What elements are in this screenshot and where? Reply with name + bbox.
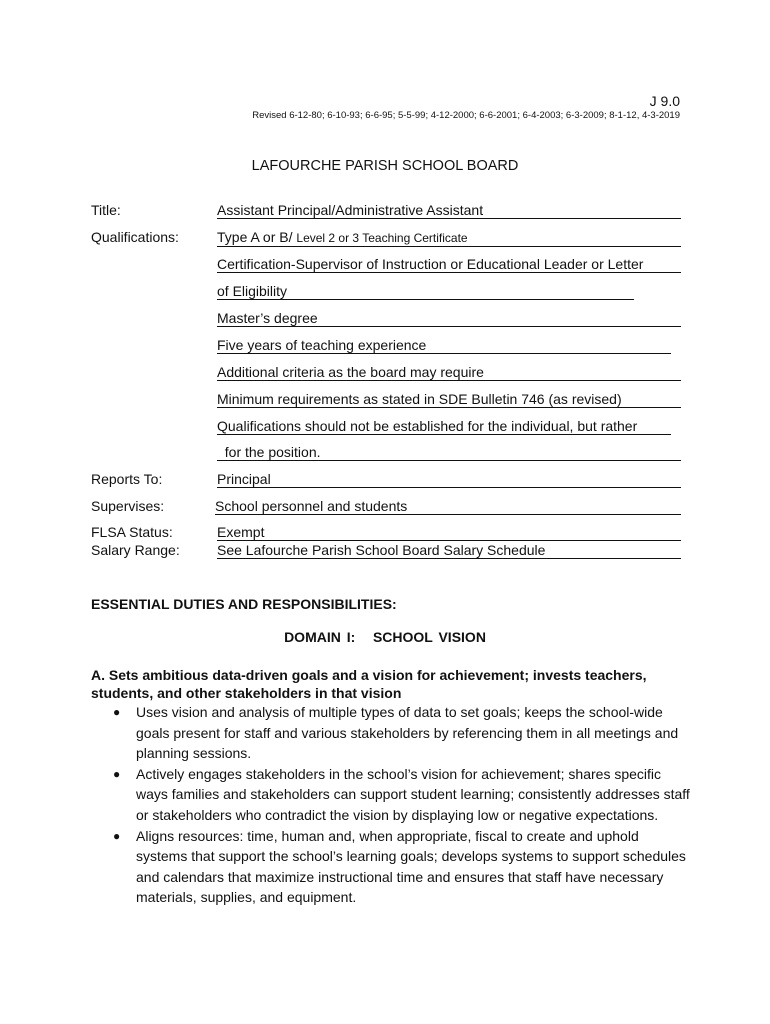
list-item-text: Aligns resources: time, human and, when appropriate, fiscal to create and uphold systems that support the school’s learning goals; develops systems to support schedules and calendars that maximize instructional time and ensures that staff have necessary materials, supplies, and equipment.	[136, 827, 686, 906]
title-value: Assistant Principal/Administrative Assistant	[217, 202, 681, 219]
salary-range-value: See Lafourche Parish School Board Salary Schedule	[217, 542, 681, 559]
flsa-status-label: FLSA Status:	[91, 524, 173, 540]
bullet-icon: ●	[113, 828, 121, 843]
title-label: Title:	[91, 202, 121, 218]
list-item	[91, 764, 691, 826]
document-number: J 9.0	[649, 93, 680, 109]
qualification-experience: Five years of teaching experience	[217, 337, 671, 354]
qualification-additional: Additional criteria as the board may require	[217, 364, 681, 381]
organization-title: LAFOURCHE PARISH SCHOOL BOARD	[251, 158, 519, 174]
qualification-certificate-main: Type A or B/	[217, 229, 297, 245]
salary-range-label: Salary Range:	[91, 542, 180, 558]
list-item-text: Actively engages stakeholders in the school’s vision for achievement; shares specific ways families and stakeholders can support student learning; consistently addresses staff or stakeholders who contradict the vision by displaying low or negative expectations.	[136, 765, 690, 823]
subsection-a-heading: A. Sets ambitious data-driven goals and a vision for achievement; invests teachers, students, and other stakeholders in that vision	[91, 667, 647, 701]
qualification-note-line1: Qualifications should not be established for the individual, but rather	[217, 418, 671, 435]
domain-heading: DOMAIN I: SCHOOL VISION	[284, 629, 486, 645]
qualification-certification-line1: Certification-Supervisor of Instruction or Educational Leader or Letter	[217, 256, 681, 273]
reports-to-label: Reports To:	[91, 471, 163, 487]
bullet-icon: ●	[113, 705, 121, 719]
qualification-certificate-level: Level 2 or 3 Teaching Certificate	[296, 231, 468, 245]
qualification-note-line2: for the position.	[217, 444, 681, 461]
qualification-masters: Master’s degree	[217, 310, 681, 327]
qualifications-label: Qualifications:	[91, 229, 179, 245]
bullet-icon: ●	[113, 766, 121, 781]
list-item-text: Uses vision and analysis of multiple types of data to set goals; keeps the school-wide goals present for staff and various stakeholders by referencing them in all meetings and planning sessions.	[136, 704, 679, 762]
supervises-label: Supervises:	[91, 498, 165, 514]
reports-to-value: Principal	[217, 471, 681, 488]
list-item	[91, 702, 691, 764]
qualification-certification-line2: of Eligibility	[217, 283, 634, 300]
duties-bullet-list	[91, 702, 691, 908]
list-item	[91, 826, 691, 908]
qualification-certificate	[217, 229, 681, 247]
revision-dates: Revised 6-12-80; 6-10-93; 6-6-95; 5-5-99; 4-12-2000; 6-6-2001; 6-4-2003; 6-3-2009; 8-1-12, 4-3-2019	[252, 110, 680, 121]
qualification-minimum: Minimum requirements as stated in SDE Bulletin 746 (as revised)	[217, 391, 681, 408]
supervises-value: School personnel and students	[215, 498, 681, 515]
essential-duties-heading: ESSENTIAL DUTIES AND RESPONSIBILITIES:	[91, 596, 397, 612]
flsa-status-value: Exempt	[217, 524, 681, 541]
